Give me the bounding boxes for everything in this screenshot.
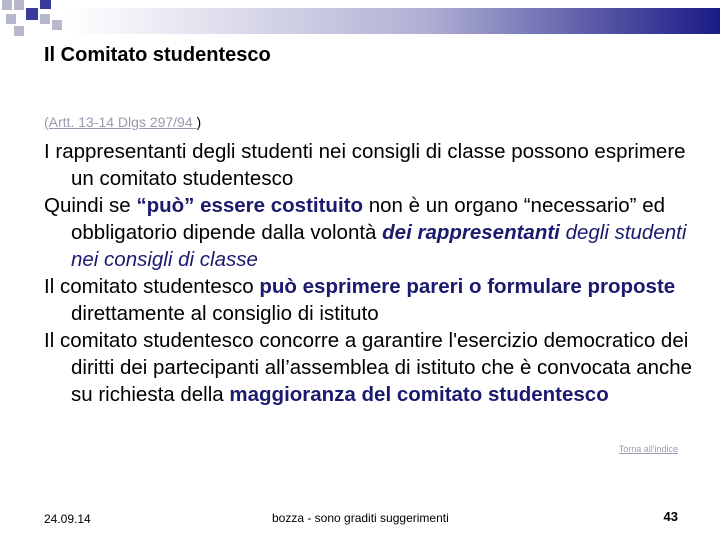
- decor-square-1: [2, 0, 12, 10]
- decor-square-7: [14, 26, 24, 36]
- paragraph-2-emphasis-rappresentanti: dei rappresentanti: [382, 221, 560, 244]
- paragraph-3-text-b: direttamente al consiglio di istituto: [71, 302, 379, 325]
- paragraph-1-text: I rappresentanti degli studenti nei consigli di classe possono esprimere un comitato studentesco: [44, 140, 686, 190]
- paragraph-2-text-c: degli studenti nei consigli di classe: [71, 221, 687, 271]
- paragraph-4: [44, 327, 714, 408]
- slide-body: [44, 138, 714, 408]
- reference-close: ): [196, 114, 202, 130]
- decor-gradient-bar: [66, 8, 720, 34]
- paragraph-2-emphasis-puo: “può” essere costituito: [136, 194, 363, 217]
- paragraph-1: [44, 138, 714, 192]
- decor-square-5: [6, 14, 16, 24]
- paragraph-4-text-a: Il comitato studentesco concorre a garantire l'esercizio democratico dei diritti dei partecipanti all’assemblea di istituto che è convocata anche su richiesta della: [44, 329, 693, 406]
- footer-note: bozza - sono graditi suggerimenti: [272, 511, 449, 525]
- decor-square-2: [14, 0, 24, 10]
- paragraph-3-text-a: Il comitato studentesco: [44, 275, 260, 298]
- paragraph-3-emphasis: può esprimere pareri o formulare proposte: [259, 275, 676, 298]
- reference-line: [44, 114, 201, 130]
- back-to-index-link[interactable]: Torna all'indice: [618, 444, 678, 454]
- footer-date: 24.09.14: [44, 512, 91, 526]
- paragraph-2: [44, 192, 714, 273]
- paragraph-2-text-b: non è un organo “necessario” ed obbligatorio dipende dalla volontà: [71, 194, 666, 244]
- decor-square-6: [40, 14, 50, 24]
- paragraph-2-text-a: Quindi se: [44, 194, 137, 217]
- reference-link[interactable]: (Artt. 13-14 Dlgs 297/94: [44, 114, 197, 130]
- decor-square-3: [40, 0, 51, 9]
- slide-title: Il Comitato studentesco: [44, 44, 271, 66]
- paragraph-4-emphasis: maggioranza del comitato studentesco: [229, 383, 609, 406]
- paragraph-3: [44, 273, 714, 327]
- decor-square-8: [52, 20, 62, 30]
- decor-square-4: [26, 8, 38, 20]
- page-number: 43: [663, 509, 678, 524]
